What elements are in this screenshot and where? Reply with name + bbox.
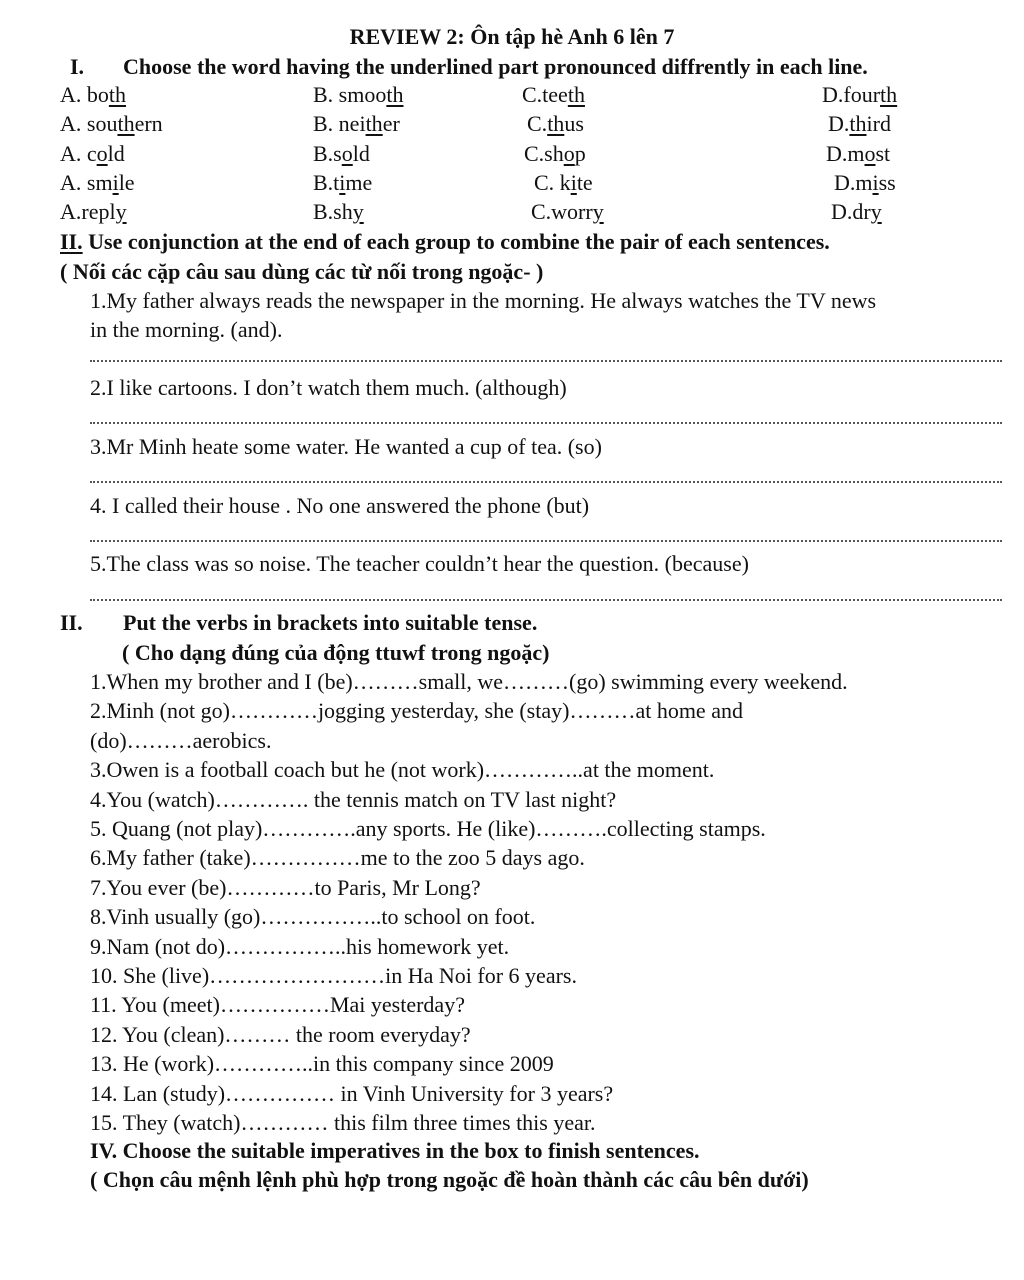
option-4-b[interactable] (313, 170, 372, 196)
option-text: le (118, 170, 135, 195)
option-text: D. (828, 111, 850, 136)
option-4-d[interactable] (834, 170, 896, 196)
tense-item: 10. She (live)……………………in Ha Noi for 6 years. (90, 963, 577, 988)
answer-line-1[interactable] (90, 360, 1002, 362)
conj-item-1-line2: in the morning. (and). (90, 317, 283, 342)
tense-item: 4.You (watch)…………. the tennis match on TV last night? (90, 787, 617, 812)
option-1-b[interactable] (313, 82, 403, 108)
section-1-number: I. (70, 54, 85, 79)
option-text: A. bo (60, 82, 109, 107)
option-text: C.sh (524, 141, 564, 166)
option-text: B.sh (313, 199, 353, 224)
option-text: A. sm (60, 170, 113, 195)
underlined-part: y (352, 199, 364, 224)
underlined-part: y (592, 199, 604, 224)
option-text: C. (527, 111, 548, 136)
underlined-part: th (108, 82, 127, 107)
section-2-heading-text: Use conjunction at the end of each group to combine the pair of each sentences. (82, 229, 830, 254)
answer-line-4[interactable] (90, 540, 1002, 542)
option-5-b[interactable] (313, 199, 364, 225)
option-text: us (564, 111, 584, 136)
option-text: D.dr (831, 199, 871, 224)
tense-item: 14. Lan (study)…………… in Vinh University for 3 years? (90, 1081, 614, 1106)
option-text: ird (866, 111, 891, 136)
conj-item-3: 3.Mr Minh heate some water. He wanted a cup of tea. (so) (90, 434, 602, 459)
tense-item: 6.My father (take)……………me to the zoo 5 days ago. (90, 845, 585, 870)
underlined-part: y (115, 199, 127, 224)
option-text: ld (107, 141, 125, 166)
underlined-part: th (880, 82, 898, 107)
underlined-part: th (365, 111, 383, 136)
tense-item: 5. Quang (not play)………….any sports. He (like)……….collecting stamps. (90, 816, 766, 841)
option-3-c[interactable] (524, 141, 586, 167)
section-3-heading: Put the verbs in brackets into suitable tense. (123, 610, 538, 635)
option-text: C.tee (522, 82, 568, 107)
option-text: D.m (826, 141, 865, 166)
option-text: D.four (822, 82, 881, 107)
underlined-part: o (96, 141, 108, 166)
underlined-part: th (547, 111, 565, 136)
option-text: er (382, 111, 400, 136)
tense-item: 11. You (meet)……………Mai yesterday? (90, 992, 465, 1017)
underlined-part: th (849, 111, 867, 136)
underlined-part: i (570, 170, 577, 195)
option-text: C. k (534, 170, 571, 195)
underlined-part: o (563, 141, 575, 166)
section-3-subheading: ( Cho dạng đúng của động ttuwf trong ngoặc) (122, 640, 550, 665)
option-1-a[interactable] (60, 82, 126, 108)
section-4-subheading: ( Chọn câu mệnh lệnh phù hợp trong ngoặc đề hoàn thành các câu bên dưới) (90, 1167, 809, 1192)
option-4-c[interactable] (534, 170, 593, 196)
section-2-heading (60, 229, 830, 255)
underlined-part: o (341, 141, 353, 166)
page-title: REVIEW 2: Ôn tập hè Anh 6 lên 7 (349, 24, 675, 49)
underlined-part: y (870, 199, 882, 224)
option-2-a[interactable] (60, 111, 163, 137)
section-3-number: II. (60, 610, 83, 635)
option-text: B.s (313, 141, 342, 166)
option-text: te (576, 170, 593, 195)
option-text: B. smoo (313, 82, 387, 107)
conj-item-1-line1: 1.My father always reads the newspaper in the morning. He always watches the TV news (90, 288, 877, 313)
underlined-part: o (864, 141, 876, 166)
option-text: C.worr (531, 199, 593, 224)
tense-item: 12. You (clean)……… the room everyday? (90, 1022, 471, 1047)
option-text: D.m (834, 170, 873, 195)
underlined-part: th (386, 82, 404, 107)
option-5-c[interactable] (531, 199, 604, 225)
option-1-d[interactable] (822, 82, 897, 108)
tense-item: 1.When my brother and I (be)………small, we………(go) swimming every weekend. (90, 669, 848, 694)
tense-item: 9.Nam (not do)……………..his homework yet. (90, 934, 510, 959)
option-text: A. c (60, 141, 97, 166)
underlined-part: i (112, 170, 119, 195)
option-text: A.repl (60, 199, 116, 224)
section-2-number: II. (60, 229, 83, 254)
option-text: B.t (313, 170, 340, 195)
option-5-a[interactable] (60, 199, 127, 225)
option-text: p (574, 141, 586, 166)
underlined-part: i (339, 170, 346, 195)
option-2-b[interactable] (313, 111, 400, 137)
tense-item: 13. He (work)…………..in this company since 2009 (90, 1051, 554, 1076)
answer-line-2[interactable] (90, 422, 1002, 424)
answer-line-3[interactable] (90, 481, 1002, 483)
section-1-heading: Choose the word having the underlined part pronounced diffrently in each line. (123, 54, 868, 79)
tense-item: 15. They (watch)………… this film three times this year. (90, 1110, 596, 1135)
option-4-a[interactable] (60, 170, 135, 196)
underlined-part: th (117, 111, 135, 136)
answer-line-5[interactable] (90, 599, 1002, 601)
option-5-d[interactable] (831, 199, 882, 225)
option-2-d[interactable] (828, 111, 891, 137)
conj-item-4: 4. I called their house . No one answered the phone (but) (90, 493, 590, 518)
section-4-heading: IV. Choose the suitable imperatives in the box to finish sentences. (90, 1138, 700, 1163)
tense-item: 2.Minh (not go)…………jogging yesterday, she (stay)………at home and (90, 698, 743, 723)
option-text: B. nei (313, 111, 366, 136)
tense-item: 8.Vinh usually (go)……………..to school on foot. (90, 904, 536, 929)
option-1-c[interactable] (522, 82, 585, 108)
option-text: ern (134, 111, 163, 136)
option-text: ld (352, 141, 370, 166)
option-text: A. sou (60, 111, 118, 136)
conj-item-5: 5.The class was so noise. The teacher couldn’t hear the question. (because) (90, 551, 749, 576)
option-2-c[interactable] (527, 111, 584, 137)
option-text: me (345, 170, 373, 195)
underlined-part: i (872, 170, 879, 195)
section-2-subheading: ( Nối các cặp câu sau dùng các từ nối trong ngoặc- ) (60, 259, 544, 284)
underlined-part: th (567, 82, 585, 107)
option-3-b[interactable] (313, 141, 370, 167)
tense-item: (do)………aerobics. (90, 728, 272, 753)
conj-item-2: 2.I like cartoons. I don’t watch them much. (although) (90, 375, 567, 400)
option-text: st (875, 141, 891, 166)
tense-item: 7.You ever (be)…………to Paris, Mr Long? (90, 875, 481, 900)
tense-item: 3.Owen is a football coach but he (not work)…………..at the moment. (90, 757, 715, 782)
option-text: ss (878, 170, 896, 195)
option-3-d[interactable] (826, 141, 890, 167)
option-3-a[interactable] (60, 141, 125, 167)
